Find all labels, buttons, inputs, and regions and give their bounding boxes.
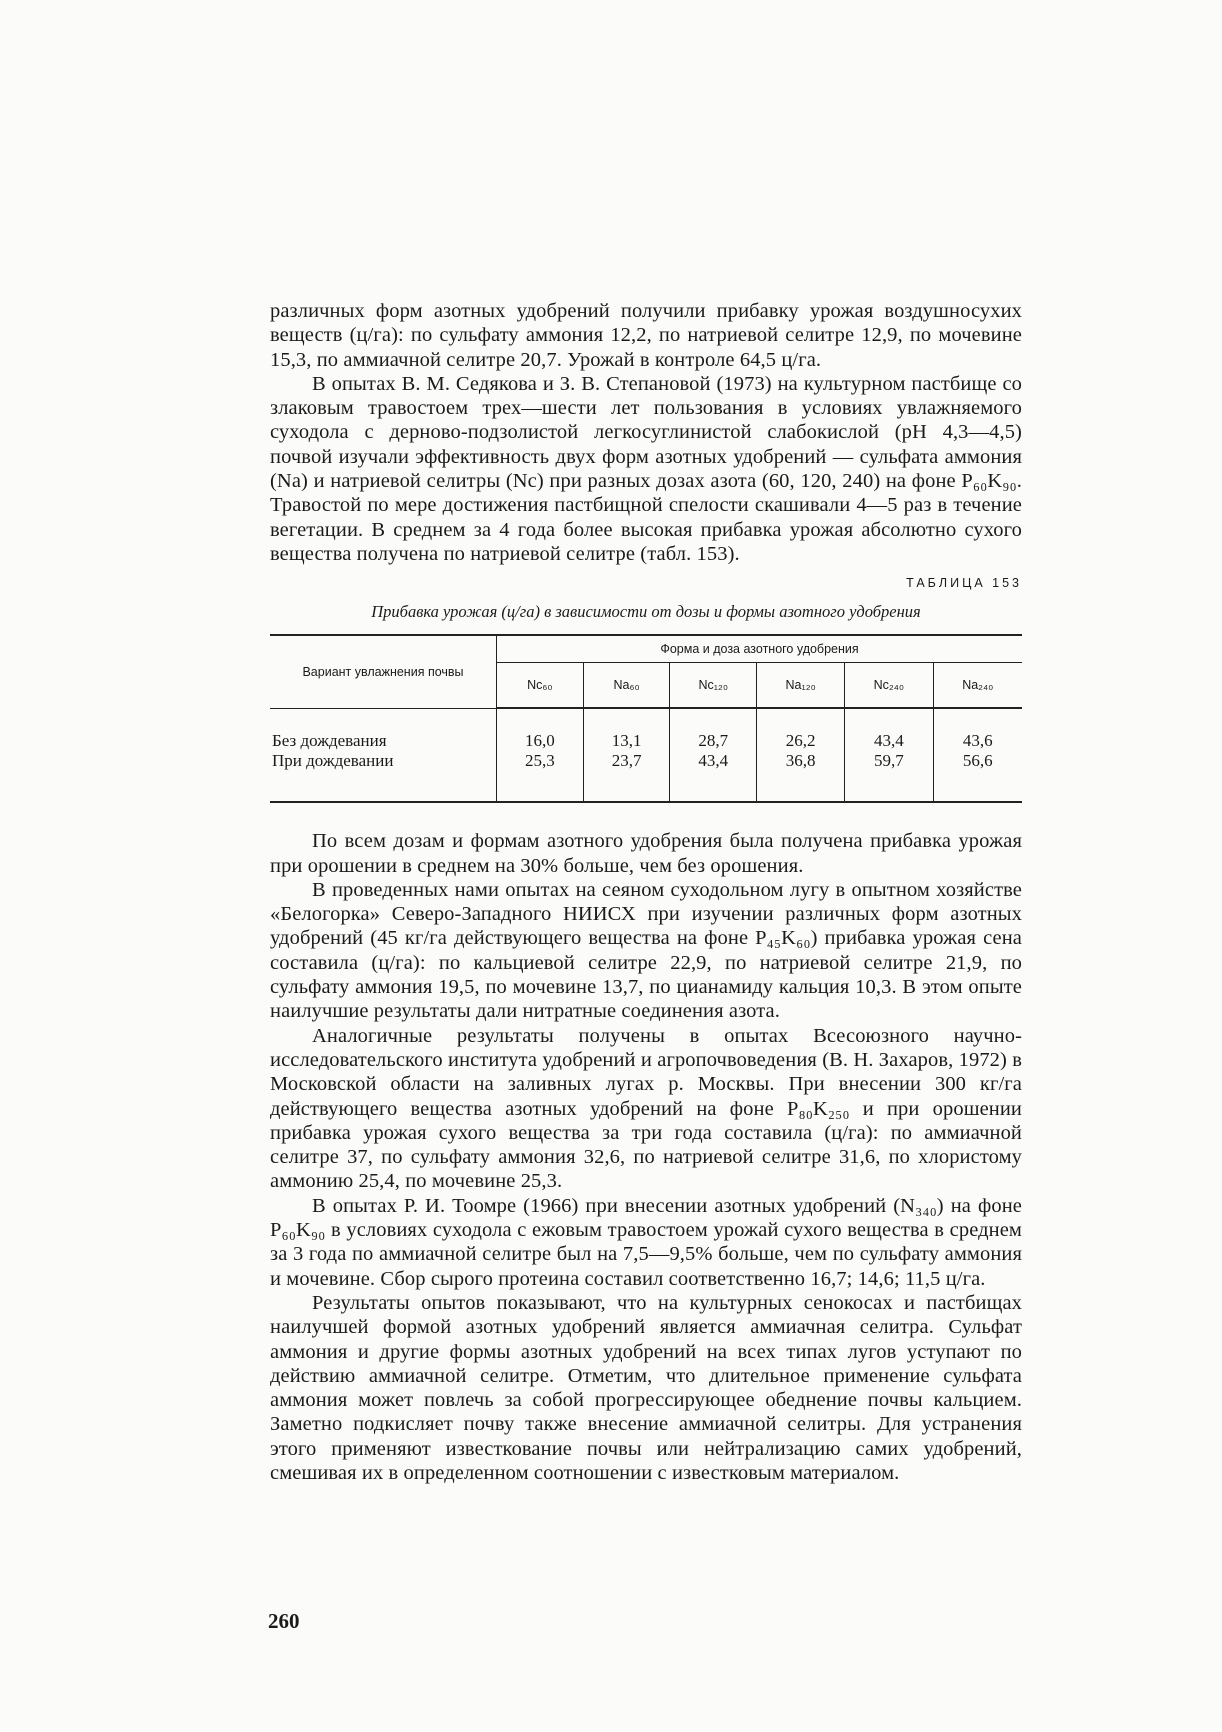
cell-value: 43,6 bbox=[962, 731, 993, 751]
cell-value: 16,0 bbox=[524, 731, 555, 751]
page-body bbox=[270, 299, 1022, 1485]
cell-value: 28,7 bbox=[698, 731, 729, 751]
table-cell bbox=[670, 708, 757, 802]
paragraph-conclusion: Результаты опытов показывают, что на культурных сенокосах и пастбищах наилучшей формой азотных удобрений является аммиачная селитра. Сульфат аммония и другие формы азотных удобрений на всех типах лугов уступают по действию аммиачной селитре. Отметим, что длительное применение сульфата аммония может повлечь за собой прогрессирующее обеднение почвы кальцием. Заметно подкисляет почву также внесение аммиачной селитры. Для устранения этого применяют известкование почвы или нейтрализацию самих удобрений, смешивая их в определенном соотношении с известковым материалом. bbox=[270, 1291, 1022, 1484]
col-header: Na₆₀ bbox=[583, 663, 670, 709]
cell-value: 23,7 bbox=[611, 751, 642, 771]
col-header: Na₁₂₀ bbox=[757, 663, 845, 709]
col-header: Nc₂₄₀ bbox=[845, 663, 933, 709]
header-group: Форма и доза азотного удобрения bbox=[497, 635, 1023, 663]
cell-value: 36,8 bbox=[785, 751, 816, 771]
table-label: ТАБЛИЦА 153 bbox=[906, 576, 1022, 591]
cell-value: 13,1 bbox=[611, 731, 642, 751]
page-number: 260 bbox=[268, 1609, 300, 1633]
paragraph-irrigation: По всем дозам и формам азотного удобрения была получена прибавка урожая при орошении в среднем на 30% больше, чем без орошения. bbox=[270, 830, 1022, 877]
table-caption: Прибавка урожая (ц/га) в зависимости от дозы и формы азотного удобрения bbox=[371, 602, 921, 622]
col-header: Nc₁₂₀ bbox=[670, 663, 757, 709]
cell-value: 43,4 bbox=[873, 731, 904, 751]
paragraph-belogorka: В проведенных нами опытах на сеяном суходольном лугу в опытном хозяйстве «Белогорка» Северо-Западного НИИСХ при изучении различных форм азотных удобрений (45 кг/га действующего вещества на фоне P₄₅K₆₀) прибавка урожая сена составила (ц/га): по кальциевой селитре 22,9, по натриевой селитре 21,9, по сульфату аммония 19,5, по мочевине 13,7, по цианамиду кальция 10,3. В этом опыте наилучшие результаты дали нитратные соединения азота. bbox=[270, 878, 1022, 1023]
table-cell bbox=[583, 708, 670, 802]
paragraph-sedyakov: В опытах В. М. Седякова и З. В. Степановой (1973) на культурном пастбище со злаковым травостоем трех—шести лет пользования в условиях увлажняемого суходола с дерново-подзолистой легкосуглинистой слабокислой (рН 4,3—4,5) почвой изучали эффективность двух форм азотных удобрений — сульфата аммония (Na) и натриевой селитры (Nc) при разных дозах азота (60, 120, 240) на фоне P₆₀K₉₀. Травостой по мере достижения пастбищной спелости скашивали 4—5 раз в течение вегетации. В среднем за 4 года более высокая прибавка урожая абсолютно сухого вещества получена по натриевой селитре (табл. 153). bbox=[270, 372, 1022, 565]
row-label: При дождевании bbox=[272, 750, 394, 770]
table-cell bbox=[497, 708, 584, 802]
paragraph-toomre: В опытах Р. И. Тоомре (1966) при внесении азотных удобрений (N₃₄₀) на фоне P₆₀K₉₀ в условиях суходола с ежовым травостоем урожай сухого вещества в среднем за 3 года по аммиачной селитре был на 7,5—9,5% больше, чем по сульфату аммония и мочевине. Сбор сырого протеина составил соответственно 16,7; 14,6; 11,5 ц/га. bbox=[270, 1194, 1022, 1290]
paragraph-zakharov: Аналогичные результаты получены в опытах Всесоюзного научно-исследовательского института удобрений и агропочвоведения (В. Н. Захаров, 1972) в Московской области на заливных лугах р. Москвы. При внесении 300 кг/га действующего вещества азотных удобрений на фоне P₈₀K₂₅₀ и при орошении прибавка урожая сухого вещества за три года составила (ц/га): по аммиачной селитре 37, по сульфату аммония 32,6, по натриевой селитре 31,6, по хлористому аммонию 25,4, по мочевине 25,3. bbox=[270, 1024, 1022, 1193]
cell-value: 56,6 bbox=[962, 751, 993, 771]
table-cell bbox=[845, 708, 933, 802]
cell-value: 59,7 bbox=[873, 751, 904, 771]
col-header: Nc₆₀ bbox=[497, 663, 584, 709]
col-header: Na₂₄₀ bbox=[933, 663, 1022, 709]
table-cell bbox=[933, 708, 1022, 802]
cell-value: 26,2 bbox=[785, 731, 816, 751]
header-row-label: Вариант увлажнения почвы bbox=[270, 635, 497, 708]
table-cell bbox=[757, 708, 845, 802]
yield-table bbox=[270, 634, 1022, 803]
row-labels bbox=[270, 708, 497, 802]
table-row bbox=[270, 708, 1022, 802]
cell-value: 43,4 bbox=[698, 751, 729, 771]
paragraph-continued: различных форм азотных удобрений получили прибавку урожая воздушносухих веществ (ц/га): по сульфату аммония 12,2, по натриевой селитре 12,9, по мочевине 15,3, по аммиачной селитре 20,7. Урожай в контроле 64,5 ц/га. bbox=[270, 300, 1022, 371]
row-label: Без дождевания bbox=[272, 730, 387, 750]
cell-value: 25,3 bbox=[524, 751, 555, 771]
